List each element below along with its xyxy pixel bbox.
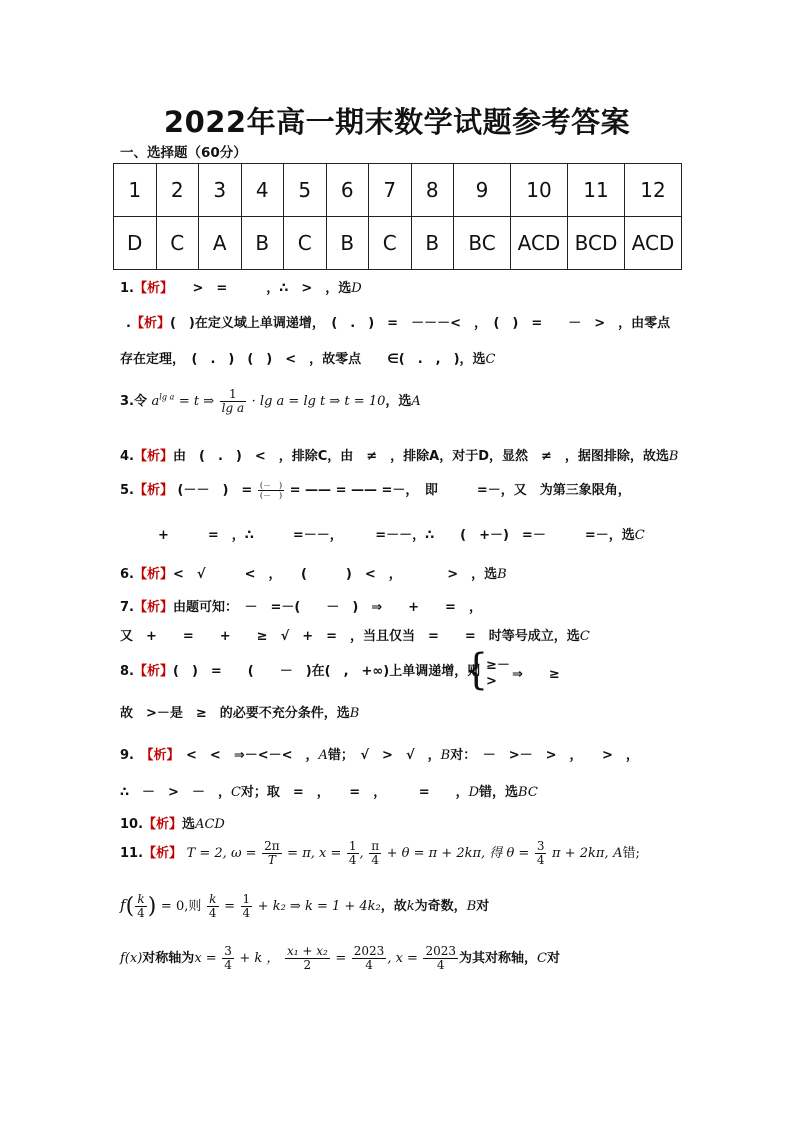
q11-l3-frac4	[423, 945, 458, 972]
q11-l2-d: ，故	[380, 899, 407, 914]
q11-l2-B: B	[466, 899, 477, 914]
q10-tag: 【析】	[143, 817, 183, 832]
q11-l2-frac2-num: k	[207, 893, 219, 907]
q11-tag: 【析】	[143, 846, 183, 861]
q11-l3-frac1	[222, 945, 234, 972]
q11-l3-a: 对称轴为	[142, 951, 195, 966]
q5-body2: = —— = —— =－， 即 =－，又 为第三象限角，	[289, 483, 631, 498]
q9-d: D	[468, 785, 480, 800]
q5-choice: C	[634, 528, 645, 543]
q11-a: A	[613, 846, 623, 861]
table-cell-answer: ACD	[625, 217, 682, 270]
q3-choice: A	[411, 394, 421, 409]
q11-part1: T = 2, ω =	[186, 846, 257, 861]
table-cell-answer: BC	[454, 217, 511, 270]
q11-l3-frac3	[352, 945, 387, 972]
table-cell-number: 7	[369, 164, 412, 217]
section-heading: 一、选择题（60分）	[120, 145, 247, 161]
q7-number: 7.	[120, 600, 134, 615]
q2-choice: C	[485, 352, 496, 367]
q3-fraction	[220, 388, 247, 415]
q5-frac-num: (－ )	[259, 481, 283, 490]
q8-implies: ⇒ ≥	[512, 667, 560, 682]
table-cell-number: 6	[326, 164, 369, 217]
table-row-answers	[114, 217, 682, 270]
q9-body: < < ⇒－<－< ，	[186, 748, 319, 763]
q9-cont3: 错，选	[479, 785, 519, 800]
q4-line	[120, 445, 678, 464]
q11-l3-frac3-den: 4	[365, 958, 373, 972]
q10-choice: ACD	[195, 817, 225, 832]
q3-mid2: · lg a = lg t ⇒ t = 10	[251, 394, 386, 409]
table-cell-number: 1	[114, 164, 157, 217]
q11-l2-frac1-den: 4	[137, 906, 145, 920]
q11-l3-frac4-num: 2023	[425, 944, 457, 958]
q11-l2-b: =	[224, 899, 235, 914]
q9-b: B	[440, 748, 451, 763]
q2-body: ( )在定义域上单调递增， ( . ) = －－－< ， ( ) = － > ，由零点	[169, 316, 671, 331]
q2-line	[126, 312, 670, 331]
q3-frac-den: lg a	[221, 401, 245, 415]
table-cell-number: 8	[411, 164, 454, 217]
q11-l2-frac3	[241, 893, 253, 920]
q11-l2-e: 为奇数，	[414, 899, 467, 914]
q8-cont-text: 故 >－是 ≥ 的必要不充分条件，选	[120, 706, 350, 721]
q4-body: 由 ( . ) < ，排除C，由 ≠ ，排除A，对于D，显然 ≠ ，据图排除，故选	[173, 449, 669, 464]
q11-line	[120, 840, 640, 867]
q11-l2-f: f	[120, 896, 126, 914]
q11-frac3	[369, 840, 381, 867]
q5-number: 5.	[120, 483, 134, 498]
q11-frac3-den: 4	[371, 853, 379, 867]
q11-l3-c: =	[335, 951, 347, 966]
page-title: 2022年高一期末数学试题参考答案	[163, 105, 631, 139]
q8-number: 8.	[120, 664, 134, 679]
q9-b2: 对： － >－ > ， > ，	[450, 748, 639, 763]
table-cell-number: 9	[454, 164, 511, 217]
q11-l3-e: 为其对称轴，	[459, 951, 538, 966]
q11-l2-frac1	[135, 893, 147, 920]
q1-tag: 【析】	[133, 281, 167, 296]
q11-l2-frac3-den: 4	[242, 906, 251, 920]
q8-tag: 【析】	[133, 664, 173, 679]
q5-fraction	[258, 481, 284, 500]
table-cell-answer: B	[326, 217, 369, 270]
q11-l2-frac2-den: 4	[208, 906, 217, 920]
table-cell-answer: C	[156, 217, 199, 270]
q6-number: 6.	[120, 567, 134, 582]
q4-choice: B	[668, 449, 679, 464]
table-cell-answer: B	[411, 217, 454, 270]
q11-l3-b: + k ，	[239, 951, 280, 966]
q2-cont-text: 存在定理， ( . ) ( ) < ，故零点 ∈( . , )，选	[120, 352, 486, 367]
q9-tag: 【析】	[147, 748, 174, 763]
q11-frac1-den: T	[267, 853, 276, 867]
q2-number: .	[126, 316, 131, 331]
q8-line	[120, 660, 480, 679]
table-cell-number: 12	[625, 164, 682, 217]
q8-body: ( ) = ( － )在( , +∞)上单调递增，则	[173, 664, 481, 679]
q11-l3-f: f(x)	[120, 951, 143, 966]
q11-l2-k: k	[406, 899, 415, 914]
q3-mid1: = t ⇒	[178, 394, 215, 409]
q3-a: a	[151, 394, 160, 409]
table-cell-answer: C	[369, 217, 412, 270]
q5-tag: 【析】	[133, 483, 173, 498]
q4-tag: 【析】	[133, 449, 173, 464]
q11-frac1-num: 2π	[264, 839, 280, 853]
q11-frac4	[535, 840, 547, 867]
q7-choice: C	[579, 629, 590, 644]
q9-b1: 错； √ > √ ，	[327, 748, 441, 763]
q11-l2-a: = 0,则	[160, 899, 202, 914]
table-cell-answer: BCD	[568, 217, 625, 270]
q11-l3-frac1-den: 4	[224, 958, 232, 972]
q8-brace: {	[464, 644, 489, 694]
q5-cont	[158, 524, 645, 543]
q6-line	[120, 563, 507, 582]
q11-l2-f2: 对	[476, 899, 490, 914]
q11-l2-frac1-num: k	[135, 893, 147, 907]
q10-line	[120, 813, 225, 832]
table-cell-number: 3	[199, 164, 242, 217]
q3-lead: 3.令	[120, 394, 147, 409]
q9-a: A	[318, 748, 328, 763]
q11-a-tail: 错;	[622, 846, 640, 861]
q9-cont	[120, 781, 538, 800]
q10-body: 选	[182, 817, 196, 832]
q1-body: > = ，∴ > ，选	[166, 281, 352, 296]
q11-part3: ,	[359, 846, 364, 861]
q8-choice: B	[349, 706, 360, 721]
q10-number: 10.	[120, 817, 144, 832]
q4-number: 4.	[120, 449, 134, 464]
table-cell-number: 10	[511, 164, 568, 217]
q5-body1: (－－ ) =	[177, 483, 253, 498]
q9-cont1: ∴ － > － ，	[120, 785, 231, 800]
q3-line	[120, 388, 421, 415]
q7-tag: 【析】	[133, 600, 173, 615]
q11-l3-frac2	[285, 945, 330, 972]
q3-exp: lg a	[159, 392, 175, 402]
q11-l3-frac3-num: 2023	[353, 944, 385, 958]
q9-line	[120, 744, 639, 763]
q11-l2-frac2	[207, 893, 219, 920]
q9-cont2: 对；取 = ， = ， = ，	[240, 785, 469, 800]
q1-number: 1.	[120, 281, 134, 296]
table-cell-number: 11	[568, 164, 625, 217]
table-cell-answer: A	[199, 217, 242, 270]
q11-frac2-num: 1	[348, 839, 357, 853]
q6-choice: B	[497, 567, 507, 582]
q11-line3	[120, 945, 560, 972]
q7-line	[120, 596, 482, 615]
table-cell-answer: C	[284, 217, 327, 270]
q1-line	[120, 277, 362, 296]
q3-frac-num: 1	[220, 388, 247, 402]
q11-l3-d: , x =	[387, 951, 418, 966]
q11-l3-frac1-num: 3	[224, 944, 232, 958]
table-cell-answer: D	[114, 217, 157, 270]
q8-cont	[120, 702, 359, 721]
q9-c: C	[230, 785, 241, 800]
q11-l3-frac2-num: x₁ + x₂	[286, 944, 328, 958]
q11-l3-x: x =	[194, 951, 217, 966]
q9-number: 9.	[120, 748, 134, 763]
q11-l3-frac4-den: 4	[436, 958, 445, 972]
q11-l3-f2: 对	[546, 951, 560, 966]
q3-tail: ，选	[385, 394, 412, 409]
q8-system-2: >	[486, 674, 497, 689]
table-cell-answer: ACD	[511, 217, 568, 270]
table-cell-number: 2	[156, 164, 199, 217]
q11-part2: = π, x =	[287, 846, 342, 861]
q11-l3-C: C	[537, 951, 547, 966]
q9-choice: BC	[518, 785, 538, 800]
q11-part5: π + 2kπ,	[552, 846, 609, 861]
q5-cont-text: + = ，∴ =－－， =－－，∴ ( +－) =－ =－，选	[158, 528, 635, 543]
q7-cont	[120, 625, 590, 644]
q11-line2: f( $\frac{k}{4}$ ) = 0,则 $\frac{k}{4}$ = $\frac{1}{4}$ + k₂ ⇒ k = 1 + 4k₂，故k为奇数，B对	[120, 892, 490, 920]
q11-frac4-num: 3	[536, 839, 545, 853]
q2-tag: 【析】	[130, 316, 170, 331]
q11-l2-c: + k₂ ⇒ k = 1 + 4k₂	[257, 899, 381, 914]
q7-body: 由题可知： － =－( － ) ⇒ + = ，	[173, 600, 482, 615]
table-cell-number: 5	[284, 164, 327, 217]
q11-frac4-den: 4	[536, 853, 545, 867]
q1-choice: D	[351, 281, 362, 296]
table-cell-answer: B	[241, 217, 284, 270]
q11-number: 11.	[120, 846, 144, 861]
q6-body: < √ < ， ( ) < ， > ，选	[173, 567, 498, 582]
q11-part4: + θ = π + 2kπ, 得 θ =	[386, 846, 530, 861]
q11-l3-frac2-den: 2	[303, 958, 312, 972]
q11-l2-frac3-num: 1	[242, 892, 251, 906]
q2-cont	[120, 348, 495, 367]
q11-frac1	[262, 840, 282, 867]
q5-line	[120, 479, 631, 500]
q6-tag: 【析】	[133, 567, 173, 582]
table-cell-number: 4	[241, 164, 284, 217]
q5-frac-den: (－ )	[259, 491, 283, 500]
table-row-numbers	[114, 164, 682, 217]
q8-system-1: ≥－	[486, 658, 510, 673]
q7-cont-text: 又 + = + ≥ √ + = ，当且仅当 = = 时等号成立，选	[120, 629, 580, 644]
q11-frac2-den: 4	[348, 853, 357, 867]
q11-frac2	[347, 840, 359, 867]
q11-frac3-num: π	[371, 839, 380, 853]
answer-table	[113, 163, 682, 270]
